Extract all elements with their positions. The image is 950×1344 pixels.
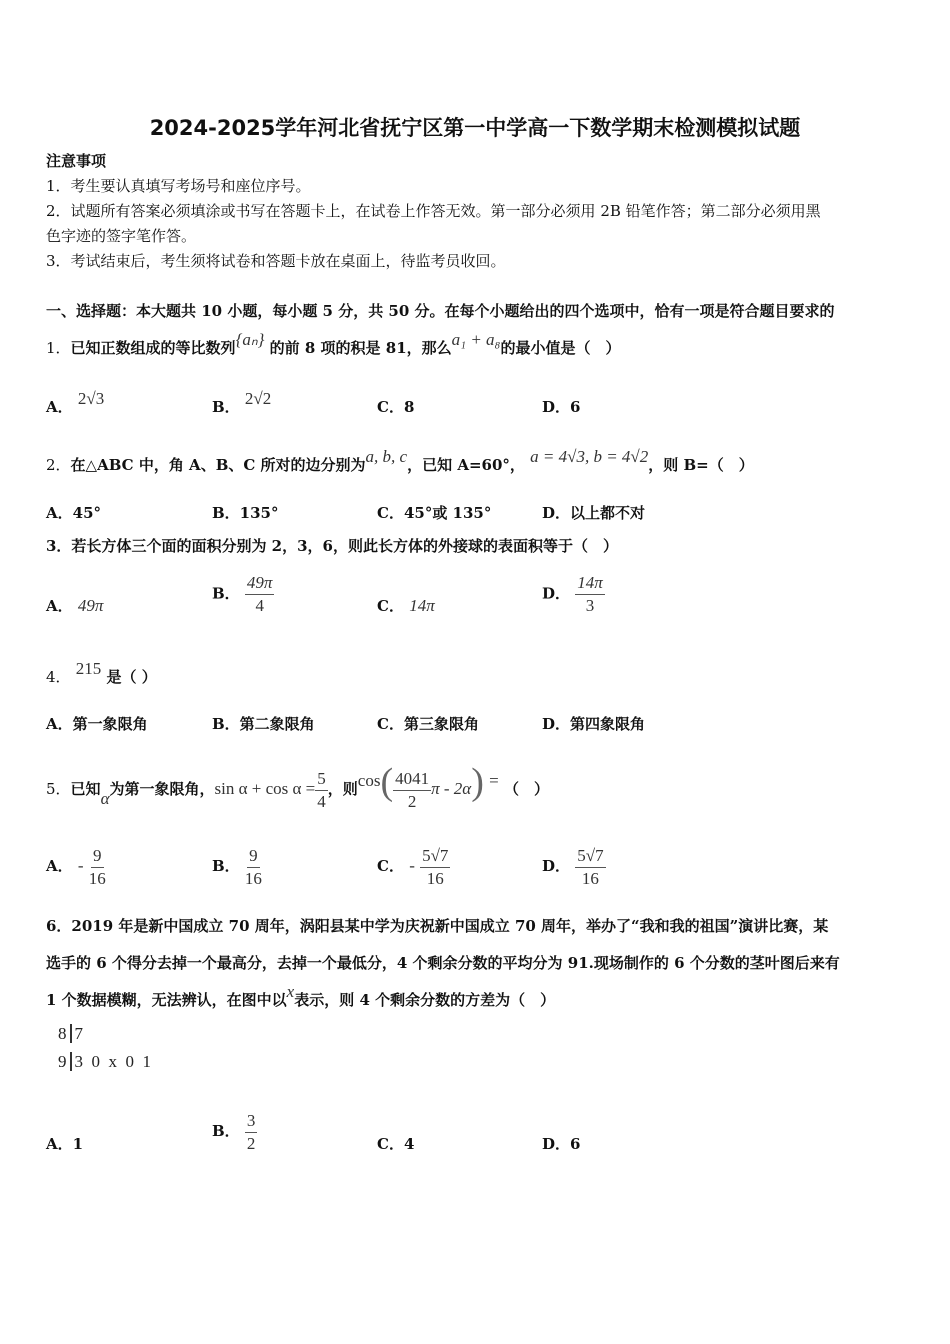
option-c[interactable]: C．8: [377, 398, 415, 416]
option-label: A．: [46, 597, 73, 615]
option-label: C．: [377, 597, 404, 615]
page-title: 2024-2025学年河北省抚宁区第一中学高一下数学期末检测模拟试题: [149, 116, 801, 140]
option-label: D．: [542, 584, 571, 603]
q-number: 4．: [46, 668, 71, 686]
option-c[interactable]: C．第三象限角: [377, 715, 479, 733]
question-1: [46, 330, 621, 358]
math: a = 4√3, b = 4√2: [530, 447, 649, 466]
option-label: B．: [212, 584, 240, 603]
fraction: $\frac{14\pi}{3}$: [577, 573, 603, 615]
question-6-line: 6．2019 年是新中国成立 70 周年，涡阳县某中学为庆祝新中国成立 70 周年，举办了“我和我的祖国”演讲比赛，某: [46, 917, 829, 935]
math: =: [489, 771, 499, 790]
q-text: 为第一象限角，: [109, 780, 215, 798]
q-text: 在△ABC 中，角 A、B、C 所对的边分别为: [70, 456, 366, 474]
option-b[interactable]: B． $\frac{9}{16}$: [212, 845, 262, 888]
option-a[interactable]: A．第一象限角: [46, 715, 148, 733]
notice-item: 3．考试结束后，考生须将试卷和答题卡放在桌面上，待监考员收回。: [46, 252, 506, 270]
q-text: 的前 8 项的积是 81，那么: [269, 339, 452, 357]
q-text: 是（ ）: [106, 668, 157, 686]
math: 2√2: [244, 389, 272, 408]
option-c[interactable]: C．45°或 135°: [377, 504, 492, 522]
q-number: 5．: [46, 780, 71, 798]
q-text: 的最小值是（ ）: [500, 339, 621, 357]
option-a[interactable]: A． - $\frac{9}{16}$: [46, 845, 106, 888]
math: a, b, c: [365, 447, 408, 466]
question-4: [46, 659, 157, 687]
math: a₁ + a₈: [451, 330, 501, 349]
math: sin α + cos α =: [214, 779, 316, 798]
option-b[interactable]: [212, 572, 274, 617]
question-6-line: 选手的 6 个得分去掉一个最高分，去掉一个最低分，4 个剩余分数的平均分为 91.现场制作的 6 个分数的茎叶图后来有: [46, 954, 840, 972]
option-a[interactable]: [46, 596, 103, 616]
option-label: A．: [46, 398, 73, 416]
option-d[interactable]: D．以上都不对: [542, 504, 646, 522]
q-text: 已知: [70, 780, 101, 798]
question-6-line: 1 个数据模糊，无法辨认，在图中以x表示，则 4 个剩余分数的方差为（ ）: [46, 982, 556, 1009]
q-text: （ ）: [503, 780, 549, 798]
option-c[interactable]: C． - $\frac{5√7}{16}$: [377, 845, 449, 888]
option-label: B．: [212, 398, 240, 416]
option-d[interactable]: D．第四象限角: [542, 715, 646, 733]
math: 49π: [77, 596, 104, 615]
fraction: $\frac{5}{4}$: [317, 768, 326, 811]
section-heading: 一、选择题：本大题共 10 小题，每小题 5 分，共 50 分。在每个小题给出的四个选项中，恰有一项是符合题目要求的: [46, 302, 835, 320]
q-text: 已知正数组成的等比数列: [70, 339, 236, 357]
math: π - 2α: [431, 779, 472, 798]
option-d[interactable]: D． $\frac{5√7}{16}$: [542, 845, 604, 888]
option-b[interactable]: B．135°: [212, 504, 279, 522]
q-text: ，则 B=（ ）: [648, 456, 754, 474]
q-text: ，已知 A=60°，: [407, 456, 525, 474]
option-b[interactable]: [212, 389, 272, 417]
math: {aₙ}: [235, 330, 265, 349]
option-c[interactable]: [377, 596, 435, 616]
math: x: [286, 982, 295, 1001]
question-3: 3．若长方体三个面的面积分别为 2，3，6，则此长方体的外接球的表面积等于（ ）: [46, 537, 618, 555]
math: 215: [75, 659, 102, 678]
math: 2√3: [77, 389, 105, 408]
q-text: ，则: [327, 780, 358, 798]
notice-item: 2．试题所有答案必须填涂或书写在答题卡上，在试卷上作答无效。第一部分必须用 2B 铅笔作答；第二部分必须用黑: [46, 202, 821, 220]
stem-leaf-row: 8 7: [58, 1024, 83, 1043]
q-number: 2．: [46, 456, 71, 474]
notice-item: 色字迹的签字笔作答。: [46, 227, 197, 245]
notice-item: 1．考生要认真填写考场号和座位序号。: [46, 177, 311, 195]
option-b[interactable]: B．第二象限角: [212, 715, 315, 733]
q-number: 1．: [46, 339, 71, 357]
option-a[interactable]: A．1: [46, 1135, 84, 1153]
notice-heading: 注意事项: [46, 152, 107, 170]
math: cos: [357, 771, 381, 790]
option-d[interactable]: D．6: [542, 1135, 581, 1153]
fraction: $\frac{4041}{2}$: [395, 768, 430, 811]
fraction: $\frac{49\pi}{4}$: [246, 573, 273, 615]
option-d[interactable]: [542, 572, 605, 617]
stem-leaf-row: 9 3 0 x 0 1: [58, 1052, 151, 1071]
question-2: [46, 447, 754, 475]
option-a[interactable]: [46, 389, 105, 417]
option-c[interactable]: C．4: [377, 1135, 415, 1153]
option-d[interactable]: D．6: [542, 398, 581, 416]
math: 14π: [409, 596, 435, 615]
question-5: 5．已知α为第一象限角，sin α + cos α = $\frac{5}{4}$ ，则cos( $\frac{4041}{2}$ π - 2α) = （ ）: [46, 761, 549, 811]
option-a[interactable]: A．45°: [46, 504, 102, 522]
option-b[interactable]: B． $\frac{3}{2}$: [212, 1110, 256, 1153]
math: α: [100, 789, 110, 808]
